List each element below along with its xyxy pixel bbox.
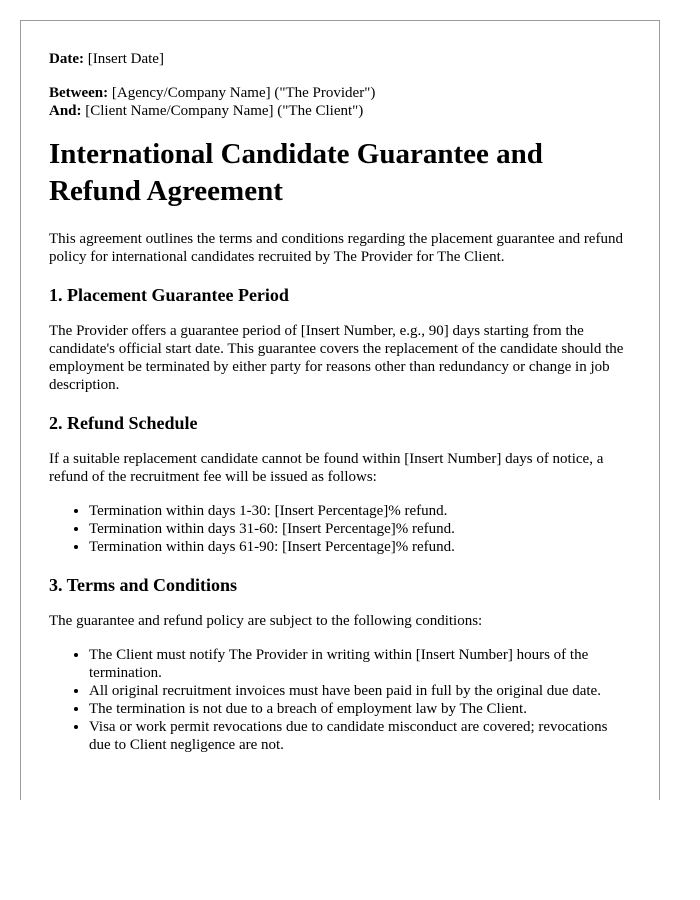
and-value: [Client Name/Company Name] ("The Client") — [81, 103, 364, 119]
section-2-body: If a suitable replacement candidate cannot be found within [Insert Number] days of notice, a refund of the recruitment fee will be issued as follows: — [49, 451, 604, 485]
date-value: [Insert Date] — [83, 51, 164, 67]
list-item: • The Client must notify The Provider in writing within [Insert Number] hours of the termination. — [89, 646, 631, 682]
section-3-body: The guarantee and refund policy are subject to the following conditions: — [49, 613, 483, 629]
between-value: [Agency/Company Name] ("The Provider") — [108, 85, 376, 101]
conditions-list — [49, 646, 631, 754]
document-page — [20, 20, 660, 800]
list-item: • The termination is not due to a breach of employment law by The Client. — [89, 700, 631, 718]
date-label: Date: — [49, 51, 84, 67]
list-item: • Termination within days 61-90: [Insert Percentage]% refund. — [89, 538, 631, 556]
list-item: • Visa or work permit revocations due to candidate misconduct are covered; revocations due to Client negligence are not. — [89, 718, 631, 754]
between-line — [49, 84, 631, 102]
and-label: And: — [49, 103, 82, 119]
refund-schedule-list — [49, 502, 631, 556]
section-1-heading: 1. Placement Guarantee Period — [49, 285, 289, 305]
section-2-heading: 2. Refund Schedule — [49, 413, 198, 433]
document-title: International Candidate Guarantee and Refund Agreement — [49, 138, 543, 207]
date-line — [49, 50, 631, 68]
list-item: • Termination within days 31-60: [Insert Percentage]% refund. — [89, 520, 631, 538]
and-line — [49, 102, 631, 120]
list-item: • All original recruitment invoices must have been paid in full by the original due date. — [89, 682, 631, 700]
intro-paragraph: This agreement outlines the terms and conditions regarding the placement guarantee and refund policy for international candidates recruited by The Provider for The Client. — [49, 231, 623, 265]
section-3-heading: 3. Terms and Conditions — [49, 575, 238, 595]
between-label: Between: — [49, 85, 109, 101]
list-item: • Termination within days 1-30: [Insert Percentage]% refund. — [89, 502, 631, 520]
section-1-body: The Provider offers a guarantee period of [Insert Number, e.g., 90] days starting from the candidate's official start date. This guarantee covers the replacement of the candidate should the employment be terminated by either party for reasons other than redundancy or change in job description. — [49, 323, 624, 393]
